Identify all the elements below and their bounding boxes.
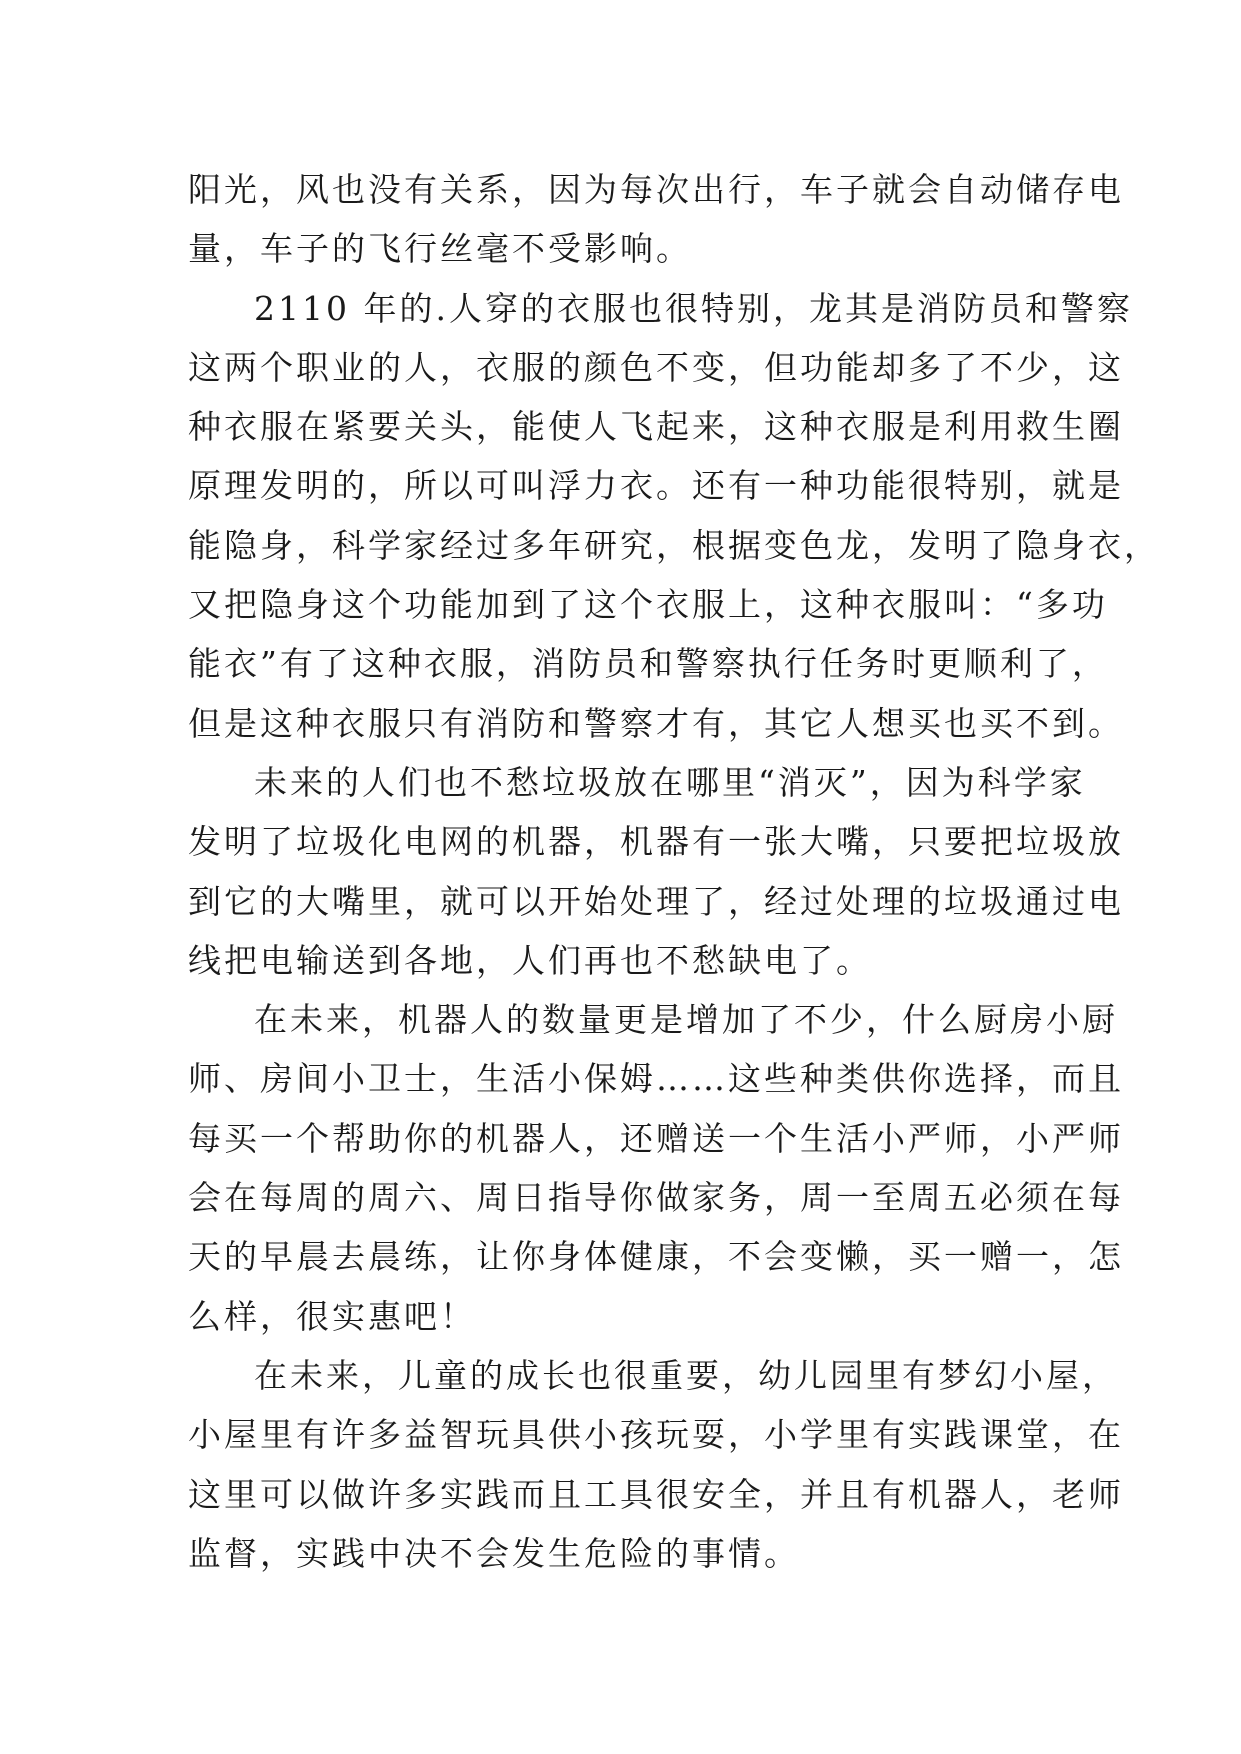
paragraph-first-line: 未来的人们也不愁垃圾放在哪里“消灭”，因为科学家 — [254, 762, 1086, 802]
article-body — [188, 160, 1160, 1583]
text-line: 阳光，风也没有关系，因为每次出行，车子就会自动储存电 — [188, 170, 1124, 209]
text-line: 小屋里有许多益智玩具供小孩玩耍，小学里有实践课堂，在 — [188, 1415, 1124, 1455]
paragraph-first-line: 在未来，机器人的数量更是增加了不少，什么厨房小厨 — [254, 1000, 1118, 1040]
text-line: 天的早晨去晨练，让你身体健康，不会变懒，买一赠一，怎 — [188, 1237, 1124, 1277]
paragraph-first-line: 2110 年的.人穿的衣服也很特别，龙其是消防员和警察 — [254, 288, 1133, 328]
text-line: 到它的大嘴里，就可以开始处理了，经过处理的垃圾通过电 — [188, 881, 1124, 921]
text-line: 原理发明的，所以可叫浮力衣。还有一种功能很特别，就是 — [188, 466, 1124, 506]
text-line: 能衣”有了这种衣服，消防员和警察执行任务时更顺利了， — [188, 644, 1108, 684]
text-line: 量，车子的飞行丝毫不受影响。 — [188, 229, 692, 269]
paragraph-first-line: 在未来，儿童的成长也很重要，幼儿园里有梦幻小屋， — [254, 1355, 1118, 1395]
text-line: 监督，实践中决不会发生危险的事情。 — [188, 1533, 800, 1573]
text-line: 发明了垃圾化电网的机器，机器有一张大嘴，只要把垃圾放 — [188, 822, 1124, 862]
text-line: 这里可以做许多实践而且工具很安全，并且有机器人，老师 — [188, 1474, 1124, 1514]
text-line: 么样，很实惠吧！ — [188, 1296, 476, 1336]
text-line: 每买一个帮助你的机器人，还赠送一个生活小严师，小严师 — [188, 1118, 1124, 1158]
text-line: 但是这种衣服只有消防和警察才有，其它人想买也买不到。 — [188, 703, 1124, 743]
text-line: 能隐身，科学家经过多年研究，根据变色龙，发明了隐身衣， — [188, 525, 1160, 565]
text-line: 又把隐身这个功能加到了这个衣服上，这种衣服叫：“多功 — [188, 585, 1108, 625]
text-line: 线把电输送到各地，人们再也不愁缺电了。 — [188, 940, 872, 980]
text-line: 师、房间小卫士，生活小保姆……这些种类供你选择，而且 — [188, 1059, 1124, 1099]
text-line: 种衣服在紧要关头，能使人飞起来，这种衣服是利用救生圈 — [188, 407, 1124, 447]
text-line: 这两个职业的人，衣服的颜色不变，但功能却多了不少，这 — [188, 347, 1124, 387]
text-line: 会在每周的周六、周日指导你做家务，周一至周五必须在每 — [188, 1178, 1124, 1218]
